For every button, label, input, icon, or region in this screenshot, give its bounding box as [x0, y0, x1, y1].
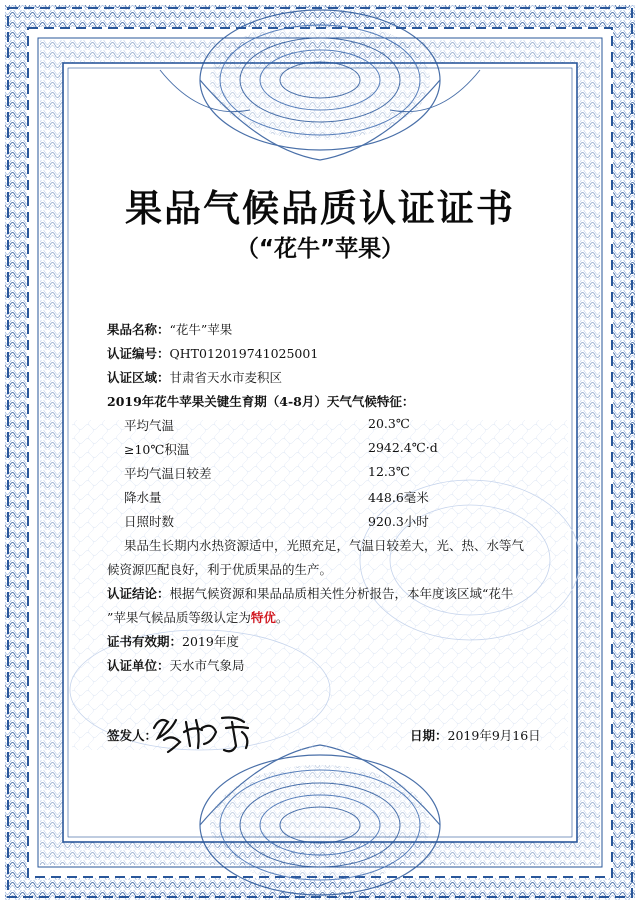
climate-item-value: 920.3小时 [368, 514, 429, 529]
climate-item-name: 日照时数 [124, 514, 175, 529]
climate-summary-line2: 候资源匹配良好，利于优质果品的生产。 [107, 562, 333, 577]
cert-no-label: 认证编号： [107, 346, 170, 361]
validity-row [107, 632, 239, 650]
unit-value: 天水市气象局 [169, 658, 245, 673]
product-value: “花牛”苹果 [169, 322, 233, 337]
climate-item-value: 20.3℃ [368, 416, 410, 431]
top-rosette [160, 10, 480, 160]
conclusion-line2: ”苹果气候品质等级认定为 [107, 610, 251, 625]
cert-no-value: QHT012019741025001 [169, 346, 319, 361]
unit-label: 认证单位： [107, 658, 170, 673]
product-row [107, 320, 232, 338]
climate-item-name: ≥10℃积温 [124, 442, 190, 457]
cert-no-row [107, 344, 318, 362]
grade-highlight: 特优 [250, 610, 276, 625]
region-label: 认证区域： [107, 370, 170, 385]
conclusion-row [107, 584, 513, 602]
climate-item-name: 平均气温日较差 [124, 466, 212, 481]
unit-row [107, 656, 245, 674]
conclusion-label: 认证结论： [107, 586, 170, 601]
validity-label: 证书有效期： [107, 634, 183, 649]
signer-label: 签发人： [107, 728, 158, 743]
region-row [107, 368, 282, 386]
region-value: 甘肃省天水市麦积区 [169, 370, 283, 385]
climate-item-value: 2942.4℃·d [368, 440, 438, 455]
climate-item-name: 降水量 [124, 490, 162, 505]
date-row [410, 726, 541, 744]
conclusion-line1: 根据气候资源和果品品质相关性分析报告，本年度该区域“花牛 [169, 586, 514, 601]
climate-summary-line1: 果品生长期内水热资源适中，光照充足，气温日较差大，光、热、水等气 [124, 538, 525, 553]
certificate-subtitle: （“花牛”苹果） [235, 236, 405, 262]
conclusion-end: 。 [275, 610, 289, 625]
date-value: 2019年9月16日 [447, 728, 541, 743]
validity-value: 2019年度 [182, 634, 239, 649]
conclusion-row-2 [107, 608, 288, 626]
climate-item-value: 12.3℃ [368, 464, 410, 479]
product-label: 果品名称： [107, 322, 170, 337]
certificate-title: 果品气候品质认证证书 [125, 187, 515, 230]
handwritten-signature [146, 708, 266, 758]
climate-heading: 2019年花牛苹果关键生育期（4-8月）天气气候特征： [107, 394, 415, 409]
date-label: 日期： [410, 728, 448, 743]
bottom-rosette [200, 745, 440, 895]
climate-item-value: 448.6毫米 [368, 490, 429, 505]
climate-item-name: 平均气温 [124, 418, 175, 433]
